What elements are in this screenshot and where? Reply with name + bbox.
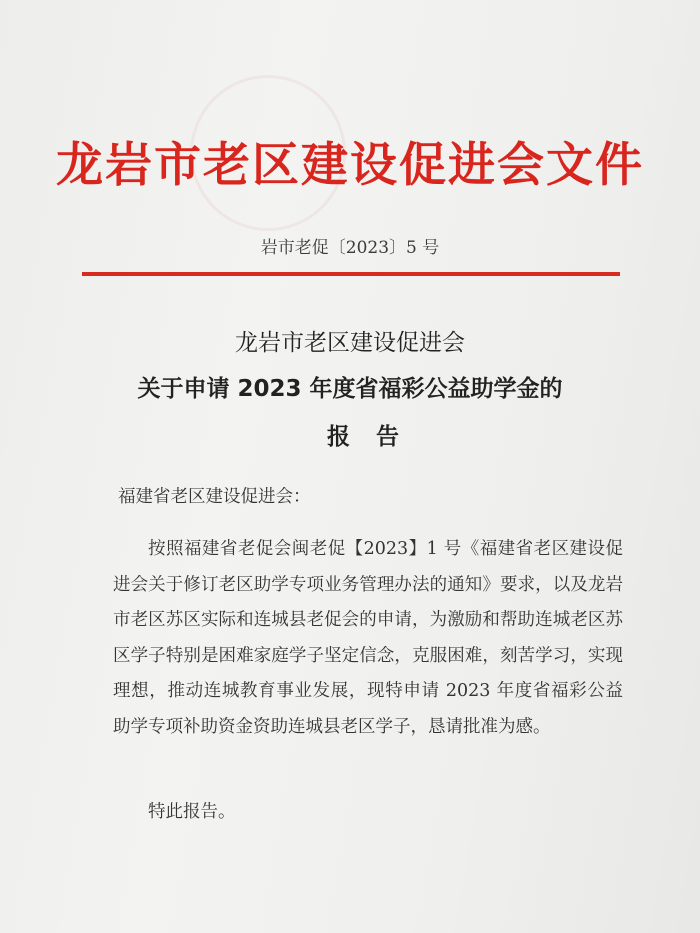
closing-line: 特此报告。 (148, 802, 236, 822)
title-line-2: 关于申请 2023 年度省福彩公益助学金的 (137, 376, 563, 402)
body-paragraph: 按照福建省老促会闽老促【2023】1 号《福建省老区建设促进会关于修订老区助学专项业务管理办法的通知》要求，以及龙岩市老区苏区实际和连城县老促会的申请，为激励和帮助连城老区苏区学子特别是困难家庭学子坚定信念，克服困难，刻苦学习，实现理想，推动连城教育事业发展，现特申请 2023 年度省福彩公益助学专项补助资金资助连城县老区学子，恳请批准为感。 (113, 539, 623, 737)
title-line-1: 龙岩市老区建设促进会 (235, 330, 465, 356)
red-masthead: 龙岩市老区建设促进会文件 (56, 138, 644, 193)
salutation: 福建省老区建设促进会： (118, 487, 311, 507)
title-line-3: 报告 (327, 424, 425, 450)
document-number: 岩市老促〔2023〕5 号 (260, 238, 440, 258)
red-divider-line (82, 272, 620, 276)
